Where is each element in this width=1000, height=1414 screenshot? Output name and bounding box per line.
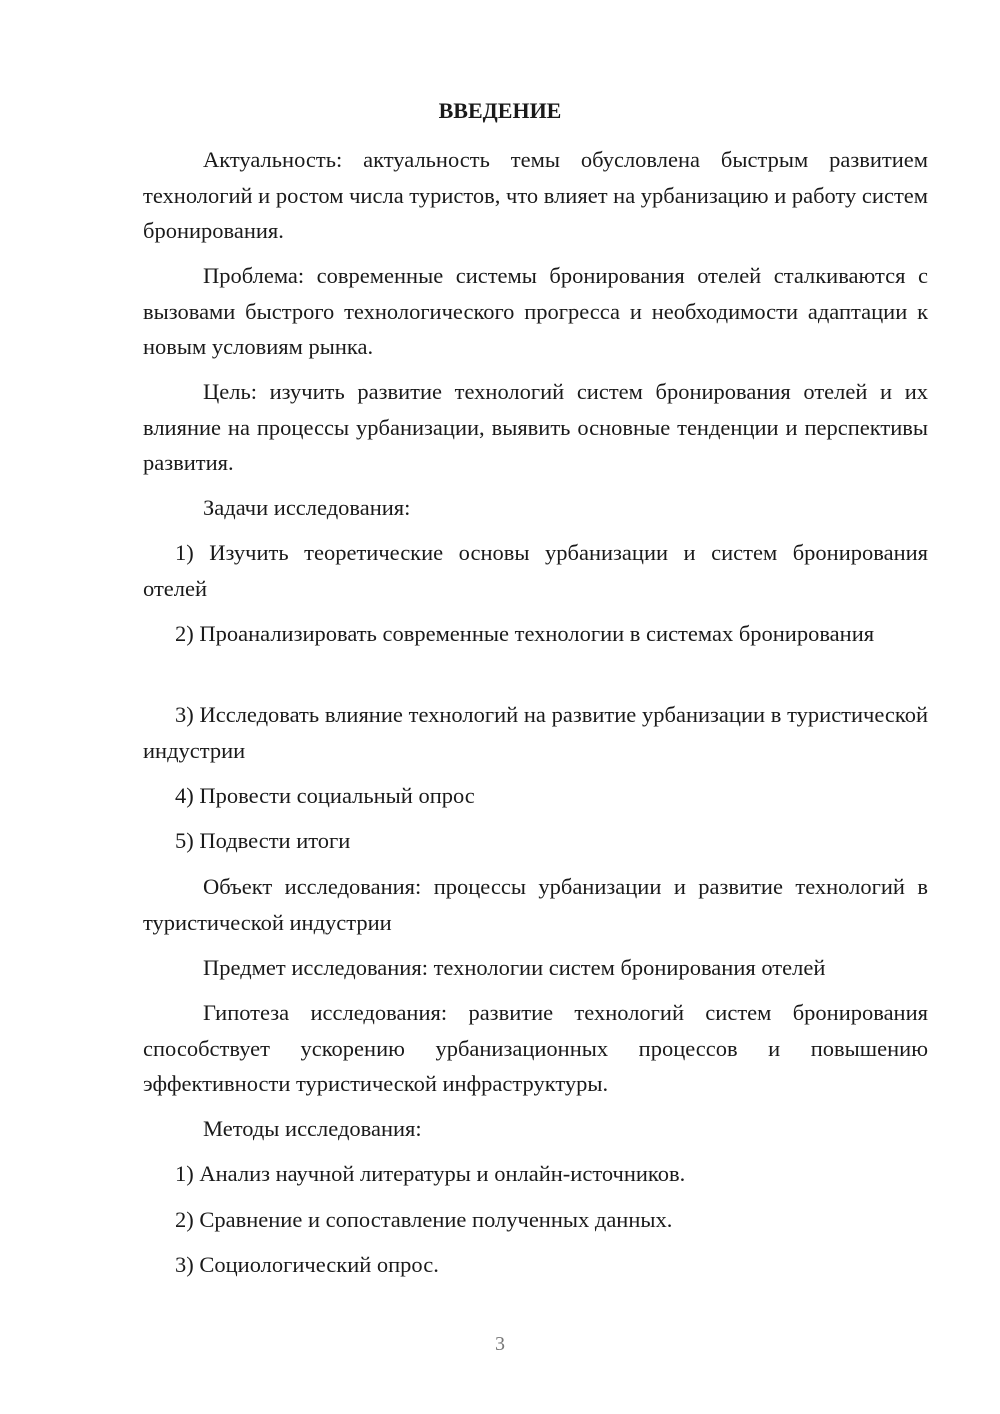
hypothesis-paragraph: Гипотеза исследования: развитие технологий систем бронирования способствует ускорению урбанизационных процессов и повышению эффективности туристической инфраструктуры. — [143, 1000, 928, 1096]
method-item-1: 1) Анализ научной литературы и онлайн-источников. — [175, 1161, 686, 1186]
problem-paragraph: Проблема: современные системы бронирования отелей сталкиваются с вызовами быстрого технологического прогресса и необходимости адаптации к новым условиям рынка. — [143, 263, 928, 359]
method-item-3: 3) Социологический опрос. — [175, 1252, 439, 1277]
task-item-3: 3) Исследовать влияние технологий на развитие урбанизации в туристической индустрии — [143, 702, 928, 763]
task-item-1: 1) Изучить теоретические основы урбанизации и систем бронирования отелей — [143, 540, 928, 601]
task-item-4: 4) Провести социальный опрос — [175, 783, 475, 808]
methods-heading: Методы исследования: — [203, 1116, 422, 1141]
tasks-heading: Задачи исследования: — [203, 495, 411, 520]
page-title: ВВЕДЕНИЕ — [438, 98, 562, 123]
goal-paragraph: Цель: изучить развитие технологий систем бронирования отелей и их влияние на процессы урбанизации, выявить основные тенденции и перспективы развития. — [143, 379, 928, 475]
task-item-2: 2) Проанализировать современные технологии в системах бронирования — [175, 621, 875, 646]
method-item-2: 2) Сравнение и сопоставление полученных данных. — [175, 1207, 673, 1232]
relevance-paragraph: Актуальность: актуальность темы обусловлена быстрым развитием технологий и ростом числа туристов, что влияет на урбанизацию и работу систем бронирования. — [143, 147, 928, 243]
subject-paragraph: Предмет исследования: технологии систем бронирования отелей — [203, 955, 826, 980]
object-paragraph: Объект исследования: процессы урбанизации и развитие технологий в туристической индустрии — [143, 874, 928, 935]
task-item-5: 5) Подвести итоги — [175, 828, 351, 853]
page-number: 3 — [495, 1333, 505, 1355]
